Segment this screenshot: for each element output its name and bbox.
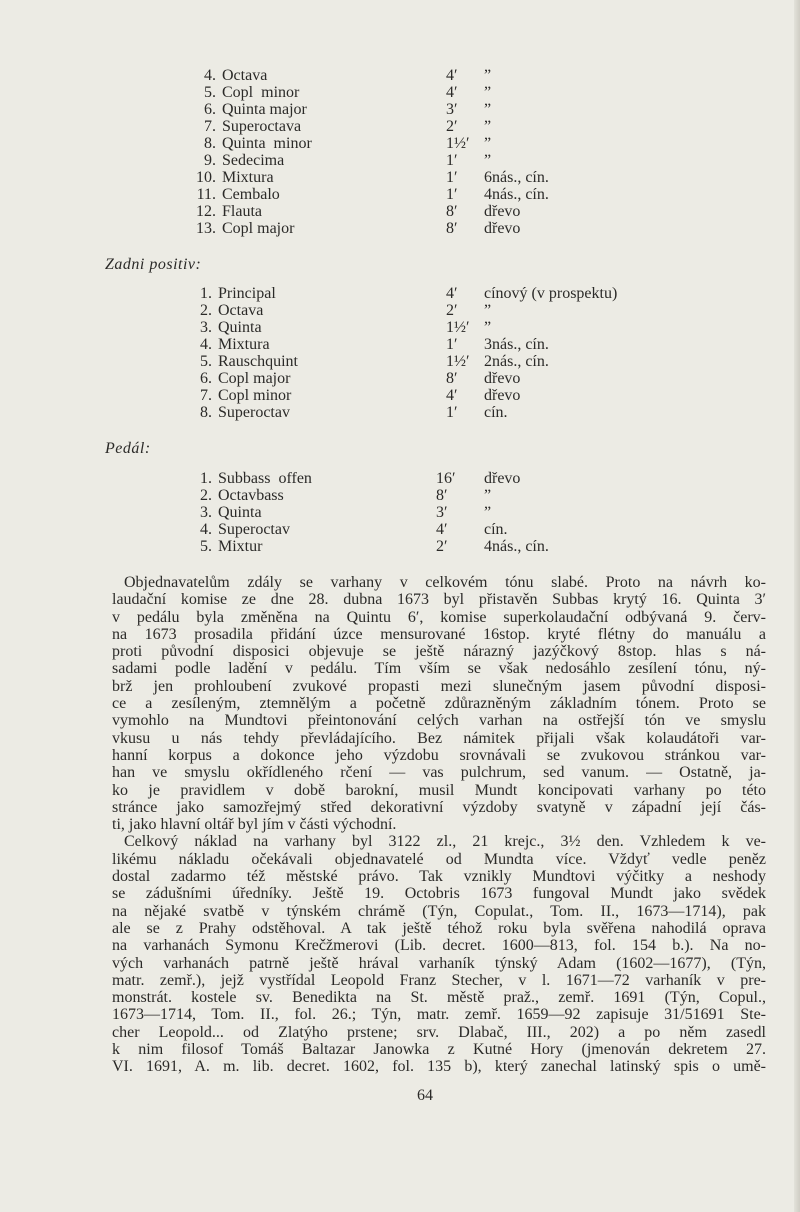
- stop-name: Quinta: [218, 319, 262, 336]
- stop-row: [0, 186, 800, 203]
- stop-row: [0, 118, 800, 135]
- stop-row: [0, 319, 800, 336]
- stop-name: Flauta: [222, 203, 262, 220]
- text-line: na varhanách Symonu Krečžmerovi (Lib. decret. 1600—813, fol. 154 b.). Na no-: [112, 937, 766, 955]
- text-line: laudační komise ze dne 28. dubna 1673 byl přistavěn Subbas krytý 16. Quinta 3′: [112, 591, 766, 609]
- text-line: vkusu u nás tehdy převládajícího. Bez námitek přijali však kolaudátoři var-: [112, 729, 766, 747]
- text-line: proti původní disposici objevuje se ještě nárazný jazýčkový 8stop. hlas s ná-: [112, 643, 766, 661]
- stop-note: ”: [484, 152, 492, 169]
- text-line: vých varhanách patrně ještě hrával varhaník týnský Adam (1602—1677), (Týn,: [112, 954, 766, 972]
- stop-note: cín.: [484, 404, 508, 421]
- stop-number: 12.: [196, 203, 216, 220]
- text-line: ce a zesíleným, ztemnělým a početně zdůrazněným základním tónem. Proto se: [112, 695, 766, 713]
- stop-pitch: 1′: [446, 186, 458, 203]
- stop-pitch: 1′: [446, 336, 458, 353]
- stop-pitch: 16′: [436, 470, 456, 487]
- text-line: v pedálu byla změněna na Quintu 6′, komise superkolaudační odbývaná 9. červ-: [112, 608, 766, 626]
- stop-pitch: 4′: [436, 521, 448, 538]
- stop-number: 1.: [200, 470, 212, 487]
- stop-row: [0, 84, 800, 101]
- stop-note: ”: [484, 135, 492, 152]
- text-line: sadami podle ladění v pedálu. Tím vším se však nedosáhlo zesílení tónu, ný-: [112, 660, 766, 678]
- stop-name: Octava: [222, 67, 268, 84]
- stop-pitch: 4′: [446, 67, 458, 84]
- stop-number: 3.: [200, 319, 212, 336]
- stop-number: 2.: [200, 302, 212, 319]
- stop-note: dřevo: [484, 203, 521, 220]
- stop-row: [0, 336, 800, 353]
- text-line: ale se z Prahy odstěhoval. A tak ještě téhož roku byla svěřena nahodilá oprava: [112, 919, 766, 937]
- stop-row: [0, 470, 800, 487]
- stop-name: Quinta: [218, 504, 262, 521]
- stop-number: 6.: [200, 370, 212, 387]
- stop-name: Copl minor: [218, 387, 292, 404]
- text-line: dostal zadarmo též městské právo. Tak vznikly Mundtovi výčitky a neshody: [112, 868, 766, 886]
- stop-note: ”: [484, 101, 492, 118]
- stop-name: Quinta major: [222, 101, 307, 118]
- stop-row: [0, 370, 800, 387]
- text-line: han ve smyslu okřídleného rčení — vas pulchrum, sed vanum. — Ostatně, ja-: [112, 764, 766, 782]
- stop-note: ”: [484, 67, 492, 84]
- text-line: ko je pravidlem v době barokní, musil Mundt koncipovati varhany po této: [112, 781, 766, 799]
- stop-name: Copl minor: [222, 84, 300, 101]
- stop-number: 5.: [200, 353, 212, 370]
- stop-row: [0, 101, 800, 118]
- stop-row: [0, 302, 800, 319]
- stop-pitch: 1′: [446, 152, 458, 169]
- stop-name: Octavbass: [218, 487, 284, 504]
- stop-note: 3nás., cín.: [484, 336, 549, 353]
- paragraph: [112, 574, 766, 833]
- stop-row: [0, 285, 800, 302]
- heading-pedal: Pedál:: [105, 440, 151, 457]
- stop-pitch: 8′: [446, 370, 458, 387]
- stop-number: 1.: [200, 285, 212, 302]
- stop-pitch: 8′: [446, 203, 458, 220]
- text-line: vymohlo na Mundtovi přeintonování celých varhan na ostřejší tón ve smyslu: [112, 712, 766, 730]
- stop-note: dřevo: [484, 470, 521, 487]
- stop-pitch: 2′: [446, 302, 458, 319]
- stop-number: 4.: [204, 67, 216, 84]
- stop-number: 7.: [204, 118, 216, 135]
- paragraph: [112, 833, 766, 1075]
- text-line: matr. zemř.), jejž vystřídal Leopold Franz Stecher, v l. 1671—72 varhaník v pre-: [112, 971, 766, 989]
- stop-row: [0, 387, 800, 404]
- stop-name: Quinta minor: [222, 135, 312, 152]
- body-text: [112, 574, 766, 1076]
- stop-note: dřevo: [484, 370, 521, 387]
- stop-row: [0, 135, 800, 152]
- stop-pitch: 1½′: [446, 353, 470, 370]
- stop-note: ”: [484, 84, 492, 101]
- stop-row: [0, 169, 800, 186]
- stop-number: 4.: [200, 336, 212, 353]
- stop-pitch: 4′: [446, 84, 458, 101]
- stop-number: 8.: [204, 135, 216, 152]
- text-line: se zádušními úředníky. Ještě 19. Octobris 1673 fungoval Mundt jako svědek: [112, 885, 766, 903]
- stop-name: Cembalo: [222, 186, 280, 203]
- stop-note: cín.: [484, 521, 508, 538]
- stop-pitch: 1½′: [446, 135, 470, 152]
- stop-row: [0, 152, 800, 169]
- stop-pitch: 8′: [446, 220, 458, 237]
- stop-name: Principal: [218, 285, 276, 302]
- text-line: likému nákladu očekávali objednavatelé od Mundta více. Vždyť vedle peněz: [112, 850, 766, 868]
- stop-name: Mixtura: [222, 169, 274, 186]
- stop-row: [0, 521, 800, 538]
- text-line: na nějaké svatbě v týnském chrámě (Týn, Copulat., Tom. II., 1673—1714), pak: [112, 902, 766, 920]
- stop-name: Rauschquint: [218, 353, 298, 370]
- stop-pitch: 3′: [436, 504, 448, 521]
- stop-note: 4nás., cín.: [484, 538, 549, 555]
- stop-number: 7.: [200, 387, 212, 404]
- text-line: hanní korpus a dokonce jeho výzdobu srovnávali se zvukovou stránkou var-: [112, 746, 766, 764]
- stop-number: 4.: [200, 521, 212, 538]
- stop-name: Copl major: [218, 370, 291, 387]
- text-line: ti, jako hlavní oltář byl jím v části východní.: [112, 816, 397, 834]
- stop-note: ”: [484, 504, 492, 521]
- stop-pitch: 1′: [446, 404, 458, 421]
- stop-number: 10.: [196, 169, 216, 186]
- stop-name: Superoctava: [222, 118, 302, 135]
- stop-number: 3.: [200, 504, 212, 521]
- stop-number: 5.: [204, 84, 216, 101]
- stop-row: [0, 353, 800, 370]
- stop-number: 2.: [200, 487, 212, 504]
- text-line: k nim filosof Tomáš Baltazar Janowka z Kutné Hory (jmenován dekretem 27.: [112, 1041, 766, 1059]
- stop-row: [0, 504, 800, 521]
- stop-note: dřevo: [484, 387, 521, 404]
- stop-name: Mixtur: [218, 538, 263, 555]
- stop-number: 9.: [204, 152, 216, 169]
- text-line: brž jen prohloubení zvukové propasti mezi slunečným jasem původní disposi-: [112, 677, 766, 695]
- text-line: Celkový náklad na varhany byl 3122 zl., 21 krejc., 3½ den. Vzhledem k ve-: [124, 833, 766, 851]
- stop-note: cínový (v prospektu): [484, 285, 618, 302]
- stop-name: Superoctav: [218, 521, 290, 538]
- stop-number: 11.: [196, 186, 216, 203]
- stop-name: Superoctav: [218, 404, 290, 421]
- stop-row: [0, 203, 800, 220]
- stop-pitch: 2′: [446, 118, 458, 135]
- stop-row: [0, 538, 800, 555]
- text-line: cher Leopold... od Zlatýho prstene; srv. Dlabač, III., 202) a po něm zasedl: [112, 1023, 766, 1041]
- stop-note: 6nás., cín.: [484, 169, 549, 186]
- stop-number: 13.: [196, 220, 216, 237]
- stop-pitch: 1′: [446, 169, 458, 186]
- heading-zadni-positiv: Zadni positiv:: [105, 256, 202, 273]
- stop-pitch: 4′: [446, 285, 458, 302]
- text-line: Objednavatelům zdály se varhany v celkovém tónu slabé. Proto na návrh ko-: [124, 574, 766, 591]
- text-line: monstrát. kostele sv. Benedikta na St. městě praž., zemř. 1691 (Týn, Copul.,: [112, 989, 766, 1007]
- stop-note: ”: [484, 302, 492, 319]
- stop-row: [0, 67, 800, 84]
- stop-pitch: 3′: [446, 101, 458, 118]
- stop-number: 6.: [204, 101, 216, 118]
- stop-number: 5.: [200, 538, 212, 555]
- stop-row: [0, 404, 800, 421]
- stop-note: ”: [484, 487, 492, 504]
- stop-note: 4nás., cín.: [484, 186, 549, 203]
- stop-row: [0, 220, 800, 237]
- stop-name: Octava: [218, 302, 264, 319]
- page-number: 64: [417, 1087, 433, 1104]
- text-line: na 1673 prosadila přidání úzce mensurované 16stop. kryté flétny do manuálu a: [112, 625, 766, 643]
- stop-note: 2nás., cín.: [484, 353, 549, 370]
- stop-pitch: 1½′: [446, 319, 470, 336]
- stop-pitch: 4′: [446, 387, 458, 404]
- stop-pitch: 8′: [436, 487, 448, 504]
- text-line: 1673—1714, Tom. II., fol. 26.; Týn, matr. zemř. 1659—92 zapisuje 31/51691 Ste-: [112, 1006, 766, 1024]
- stop-name: Subbass offen: [218, 470, 312, 487]
- text-line: VI. 1691, A. m. lib. decret. 1602, fol. 135 b), který zanechal latinský spis o umě-: [112, 1058, 766, 1076]
- stop-pitch: 2′: [436, 538, 448, 555]
- stop-number: 8.: [200, 404, 212, 421]
- stop-note: ”: [484, 319, 492, 336]
- stop-row: [0, 487, 800, 504]
- stop-note: ”: [484, 118, 492, 135]
- text-line: stránce jako samozřejmý střed dekorativní výzdoby svatyně v západní její čás-: [112, 798, 766, 816]
- stop-name: Mixtura: [218, 336, 270, 353]
- stop-note: dřevo: [484, 220, 521, 237]
- stop-name: Sedecima: [222, 152, 285, 169]
- stop-name: Copl major: [222, 220, 295, 237]
